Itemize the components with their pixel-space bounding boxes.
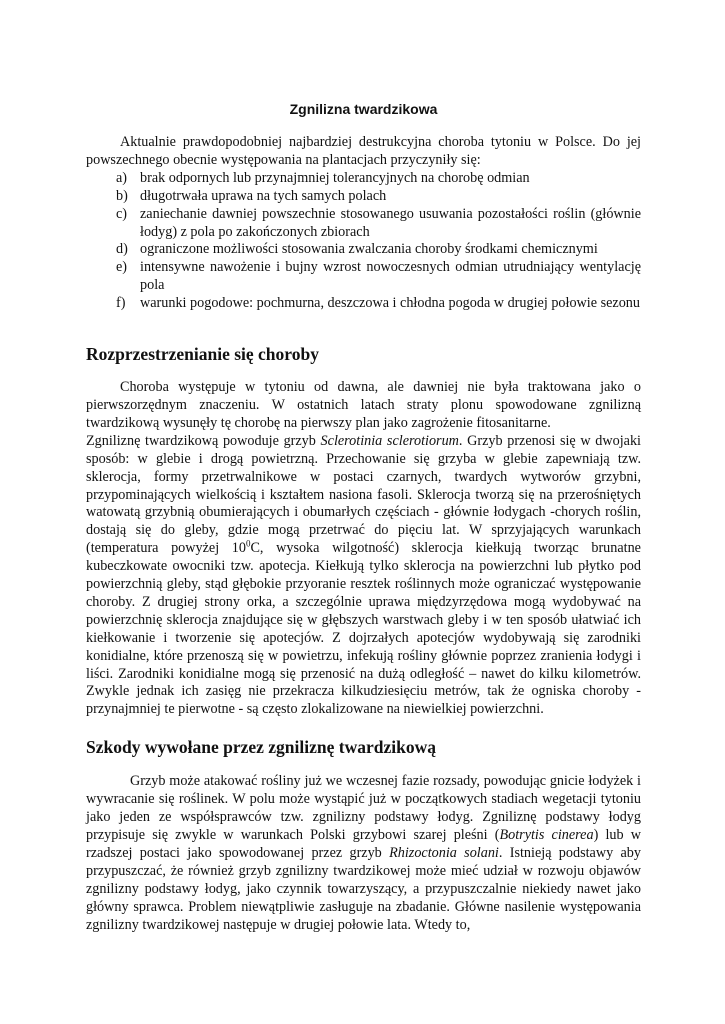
section-heading-damage: Szkody wywołane przez zgniliznę twardzikową — [86, 737, 436, 758]
text-run: . Istnieją podstawy aby przypuszczać, że również grzyb zgnilizny twardzikowej może mieć udział w rozwoju objawów zgnilizny podstawy łodyg, jako czynnik towarzyszący, a przypuszczalnie niekiedy nawet jako główny sprawca. Problem niewątpliwie zasługuje na zbadanie. Główne nasilenie występowania zgnilizny twardzikowej następuje w drugiej połowie lata. Wtedy to, — [86, 844, 641, 933]
list-item — [116, 206, 641, 242]
list-item — [116, 170, 641, 188]
list-item-text: brak odpornych lub przynajmniej tolerancyjnych na chorobę odmian — [140, 169, 530, 186]
list-marker: a) — [116, 169, 128, 186]
list-marker: c) — [116, 205, 128, 222]
causes-list — [86, 170, 641, 313]
list-marker: e) — [116, 259, 128, 276]
list-item — [116, 188, 641, 206]
species-name: Sclerotinia sclerotiorum — [320, 432, 459, 449]
species-name: Rhizoctonia solani — [389, 844, 499, 861]
list-item-text: ograniczone możliwości stosowania zwalczania choroby środkami chemicznymi — [140, 241, 598, 258]
text-run: Grzyb może atakować rośliny już we wczesnej fazie rozsady, powodując gnicie łodyżek i wywracanie się roślinek. W polu może wystąpić już w początkowych stadiach wegetacji tytoniu jako jeden ze współsprawców tzw. zgnilizny podstawy łodyg. Zgniliznę podstawy łodyg przypisuje się zwykle w warunkach Polski grzybowi szarej pleśni ( — [86, 773, 641, 843]
document-title: Zgnilizna twardzikowa — [289, 101, 438, 117]
intro-paragraph: Aktualnie prawdopodobniej najbardziej destrukcyjna choroba tytoniu w Polsce. Do jej powszechnego obecnie występowania na plantacjach przyczyniły się: — [86, 134, 641, 168]
spread-paragraph-2 — [86, 433, 641, 720]
list-marker: d) — [116, 241, 128, 258]
list-item-text: warunki pogodowe: pochmurna, deszczowa i chłodna pogoda w drugiej połowie sezonu — [140, 295, 640, 312]
list-item — [116, 295, 641, 313]
text-run: Zgniliznę twardzikową powoduje grzyb — [86, 432, 321, 449]
text-run: C, wysoka wilgotność) sklerocja kiełkują tworząc brunatne kubeczkowate owocniki tzw. apotecja. Kiełkują tylko sklerocja na powierzchni lub płytko pod powierzchnią gleby, stąd głębokie przyoranie resztek roślinnych może ograniczać występowanie choroby. Z drugiej strony orka, a szczególnie uprawa międzyrzędowa mogą wydobywać na powierzchnię sklerocja znajdujące się w głębszych warstwach gleby i w ten sposób ułatwiać ich kiełkowanie i tworzenie się apotecjów. Z dojrzałych apotecjów wydobywają się zarodniki konidialne, które przenoszą się w powietrzu, infekują rośliny głównie poprzez zranienia łodygi i liści. Zarodniki konidialne mogą się przenosić na dużą odległość – nawet do kilku kilometrów. Zwykle jednak ich zasięg nie przekracza kilkudziesięciu metrów, tak że ogniska choroby - przynajmniej te pierwotne - są często zlokalizowane na niewielkiej powierzchni. — [86, 540, 641, 718]
text-run: . Grzyb przenosi się w dwojaki sposób: w glebie i drogą powietrzną. Przechowanie się grzyba w glebie zapewniają tzw. sklerocja, formy przetrwalnikowe w postaci czarnych, twardych wytworów grzybni, przypominających wielkością i kształtem nasiona fasoli. Sklerocja tworzą się na przerośniętych watowatą grzybnią obumierających i obumarłych częściach - głównie łodygach -chorych roślin, dostają się do gleby, gdzie mogą przetrwać do pięciu lat. W sprzyjających warunkach (temperatura powyżej 10 — [86, 432, 641, 557]
degree-superscript: 0 — [245, 538, 251, 549]
section-heading-spread: Rozprzestrzenianie się choroby — [86, 344, 319, 365]
species-name: Botrytis cinerea — [499, 827, 594, 843]
list-item-text: długotrwała uprawa na tych samych polach — [140, 187, 387, 204]
list-marker: b) — [116, 187, 128, 204]
list-item — [116, 259, 641, 295]
damage-paragraph — [86, 773, 641, 934]
spread-paragraph-1: Choroba występuje w tytoniu od dawna, ale dawniej nie była traktowana jako o pierwszorzędnym znaczeniu. W ostatnich latach straty plonu spowodowane zgnilizną twardzikową wysunęły tę chorobę na pierwszy plan jako zagrożenie fitosanitarne. — [86, 379, 641, 431]
list-item-text: intensywne nawożenie i bujny wzrost nowoczesnych odmian utrudniający wentylację pola — [140, 259, 641, 294]
list-item-text: zaniechanie dawniej powszechnie stosowanego usuwania pozostałości roślin (głównie łodyg) z pola po zakończonych zbiorach — [140, 205, 641, 240]
list-item — [116, 241, 641, 259]
text-run: ) lub w rzadszej postaci jako spowodowanej przez grzyb — [86, 827, 641, 861]
list-marker: f) — [116, 295, 126, 312]
